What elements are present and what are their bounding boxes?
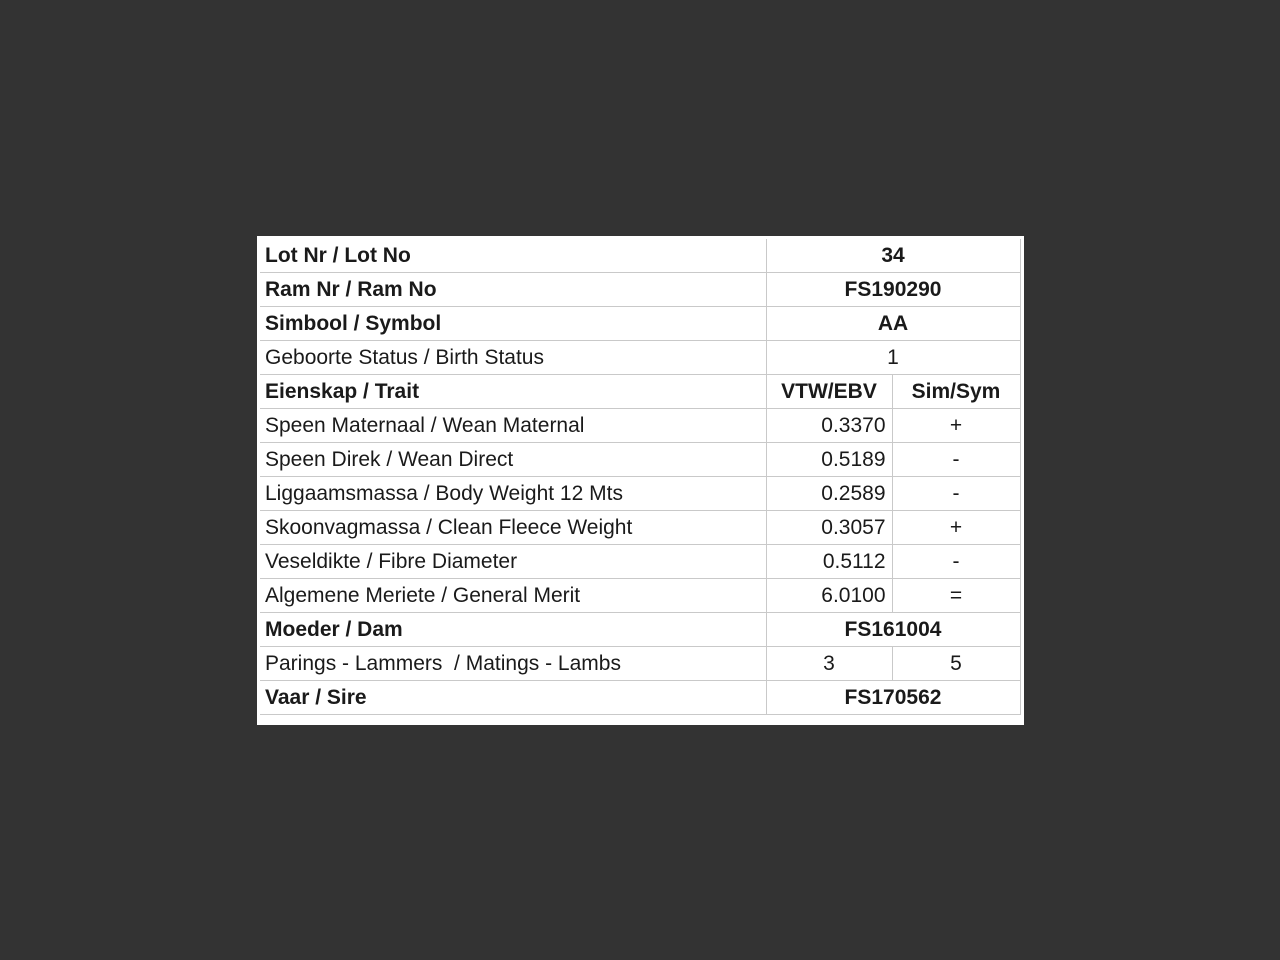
symbol-row bbox=[260, 307, 1020, 341]
lot-info-table bbox=[260, 239, 1021, 715]
table-row bbox=[260, 579, 1020, 613]
trait-symbol: - bbox=[892, 545, 1020, 579]
matings-row bbox=[260, 647, 1020, 681]
ram-number-value: FS190290 bbox=[766, 273, 1020, 307]
sire-label: Vaar / Sire bbox=[260, 681, 766, 715]
trait-ebv: 0.3370 bbox=[766, 409, 892, 443]
trait-ebv: 0.5112 bbox=[766, 545, 892, 579]
trait-symbol: + bbox=[892, 409, 1020, 443]
trait-header-row bbox=[260, 375, 1020, 409]
lambs-count: 5 bbox=[892, 647, 1020, 681]
symbol-value: AA bbox=[766, 307, 1020, 341]
trait-label: Speen Maternaal / Wean Maternal bbox=[260, 409, 766, 443]
trait-symbol: = bbox=[892, 579, 1020, 613]
trait-ebv: 0.3057 bbox=[766, 511, 892, 545]
sire-value: FS170562 bbox=[766, 681, 1020, 715]
trait-label: Veseldikte / Fibre Diameter bbox=[260, 545, 766, 579]
trait-label: Algemene Meriete / General Merit bbox=[260, 579, 766, 613]
trait-ebv: 6.0100 bbox=[766, 579, 892, 613]
trait-symbol: + bbox=[892, 511, 1020, 545]
trait-label: Liggaamsmassa / Body Weight 12 Mts bbox=[260, 477, 766, 511]
symbol-column-header: Sim/Sym bbox=[892, 375, 1020, 409]
lot-info-card bbox=[257, 236, 1024, 725]
birth-status-label: Geboorte Status / Birth Status bbox=[260, 341, 766, 375]
table-row bbox=[260, 477, 1020, 511]
birth-status-row bbox=[260, 341, 1020, 375]
dam-row bbox=[260, 613, 1020, 647]
lot-number-value: 34 bbox=[766, 239, 1020, 273]
trait-ebv: 0.5189 bbox=[766, 443, 892, 477]
table-row bbox=[260, 443, 1020, 477]
ebv-column-header: VTW/EBV bbox=[766, 375, 892, 409]
lot-number-row bbox=[260, 239, 1020, 273]
ram-number-row bbox=[260, 273, 1020, 307]
table-row bbox=[260, 545, 1020, 579]
table-row bbox=[260, 409, 1020, 443]
trait-label: Speen Direk / Wean Direct bbox=[260, 443, 766, 477]
trait-symbol: - bbox=[892, 477, 1020, 511]
trait-symbol: - bbox=[892, 443, 1020, 477]
trait-label: Skoonvagmassa / Clean Fleece Weight bbox=[260, 511, 766, 545]
symbol-label: Simbool / Symbol bbox=[260, 307, 766, 341]
sire-row bbox=[260, 681, 1020, 715]
ram-number-label: Ram Nr / Ram No bbox=[260, 273, 766, 307]
trait-header-label: Eienskap / Trait bbox=[260, 375, 766, 409]
matings-count: 3 bbox=[766, 647, 892, 681]
trait-ebv: 0.2589 bbox=[766, 477, 892, 511]
dam-value: FS161004 bbox=[766, 613, 1020, 647]
matings-label: Parings - Lammers / Matings - Lambs bbox=[260, 647, 766, 681]
table-row bbox=[260, 511, 1020, 545]
birth-status-value: 1 bbox=[766, 341, 1020, 375]
dam-label: Moeder / Dam bbox=[260, 613, 766, 647]
lot-number-label: Lot Nr / Lot No bbox=[260, 239, 766, 273]
